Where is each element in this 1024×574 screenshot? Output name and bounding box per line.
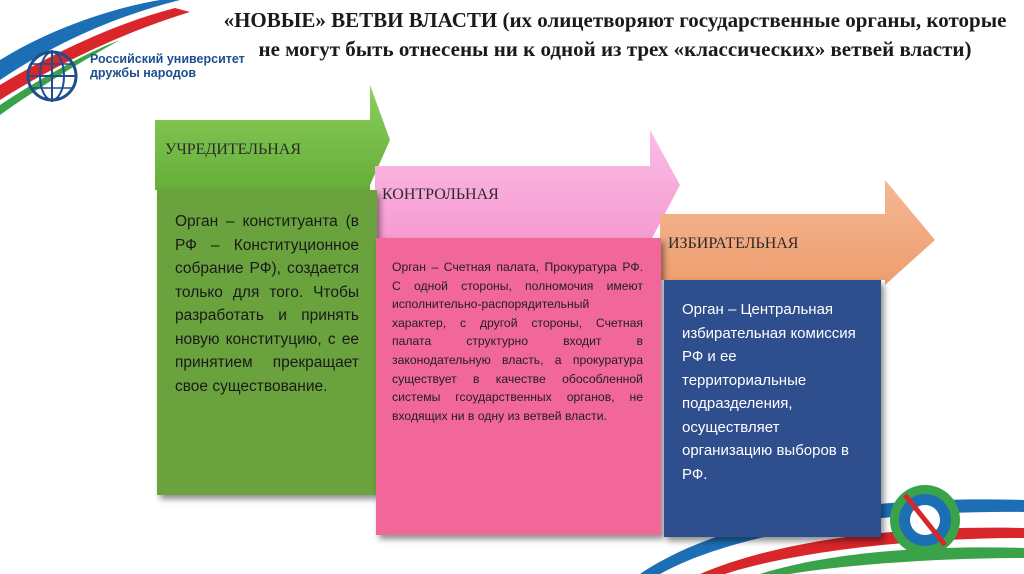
description-text-kontrolnaya: Орган – Счетная палата, Прокуратура РФ. С одной стороны, полномочия имеют исполнительно-распорядительный характер, с другой стороны, Счетная палата структурно входит в законодательную власть, а прокуратура существует в качестве обособленной системы гсоударственных органов, не входящих ни в одну из ветвей власти.: [392, 260, 643, 423]
description-box-kontrolnaya: [376, 238, 661, 535]
description-box-izbiratelnaya: [664, 280, 881, 537]
description-text-uchreditelnaya: Орган – конституанта (в РФ – Конституционное собрание РФ), создается только для того. Чтобы разработать и принять новую конституцию, с ее принятием прекращает свое существование.: [175, 213, 359, 395]
arrow-izbiratelnaya: [660, 180, 940, 285]
description-text-izbiratelnaya: Орган – Центральная избирательная комиссия РФ и ее территориальные подразделения, осуществляет организацию выборов в РФ.: [682, 301, 856, 483]
description-box-uchreditelnaya: [157, 190, 377, 495]
logo-line-1: Российский университет: [90, 52, 245, 66]
branch-label-uchreditelnaya: УЧРЕДИТЕЛЬНАЯ: [165, 141, 302, 158]
university-globe-icon: [22, 48, 82, 104]
branch-label-kontrolnaya: КОНТРОЛЬНАЯ: [382, 186, 499, 203]
page-title: «НОВЫЕ» ВЕТВИ ВЛАСТИ (их олицетворяют государственные органы, которые не могут быть отнесены ни к одной из трех «классических» ветвей власти): [223, 8, 1007, 61]
arrow-uchreditelnaya: [155, 85, 395, 195]
logo-line-2: дружбы народов: [90, 66, 197, 80]
branch-label-izbiratelnaya: ИЗБИРАТЕЛЬНАЯ: [668, 235, 799, 252]
